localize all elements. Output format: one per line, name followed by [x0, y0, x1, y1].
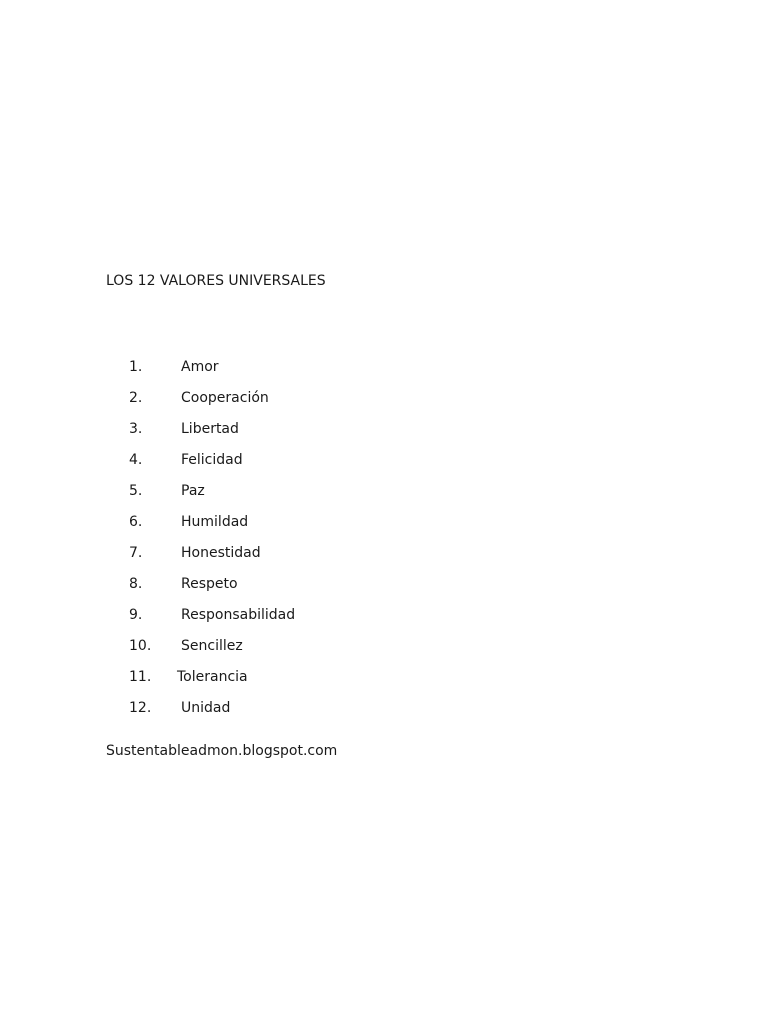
list-item-number: 2.	[129, 390, 143, 406]
list-item-4	[0, 450, 768, 481]
list-item-6	[0, 512, 768, 543]
list-item-label: Respeto	[181, 576, 238, 592]
list-item-label: Honestidad	[181, 545, 261, 561]
list-item-label: Amor	[181, 359, 219, 375]
list-item-12	[0, 698, 768, 729]
list-item-number: 12.	[129, 700, 152, 716]
list-item-number: 3.	[129, 421, 143, 437]
list-item-label: Felicidad	[181, 452, 243, 468]
list-item-number: 1.	[129, 359, 143, 375]
list-item-number: 9.	[129, 607, 143, 623]
document-title: LOS 12 VALORES UNIVERSALES	[106, 273, 326, 289]
list-item-10	[0, 636, 768, 667]
list-item-label: Paz	[181, 483, 205, 499]
list-item-label: Libertad	[181, 421, 239, 437]
list-item-number: 11.	[129, 669, 152, 685]
list-item-5	[0, 481, 768, 512]
list-item-label: Sencillez	[181, 638, 243, 654]
list-item-number: 10.	[129, 638, 152, 654]
list-item-number: 5.	[129, 483, 143, 499]
list-item-label: Cooperación	[181, 390, 269, 406]
list-item-2	[0, 388, 768, 419]
list-item-label: Tolerancia	[177, 669, 248, 685]
list-item-number: 6.	[129, 514, 143, 530]
list-item-label: Humildad	[181, 514, 249, 530]
list-item-label: Unidad	[181, 700, 231, 716]
list-item-7	[0, 543, 768, 574]
list-item-number: 4.	[129, 452, 143, 468]
list-item-8	[0, 574, 768, 605]
list-item-1	[0, 357, 768, 388]
list-item-11	[0, 667, 768, 698]
list-item-9	[0, 605, 768, 636]
values-list	[0, 357, 768, 729]
source-text: Sustentableadmon.blogspot.com	[106, 743, 338, 759]
list-item-number: 8.	[129, 576, 143, 592]
list-item-number: 7.	[129, 545, 143, 561]
list-item-3	[0, 419, 768, 450]
list-item-label: Responsabilidad	[181, 607, 296, 623]
